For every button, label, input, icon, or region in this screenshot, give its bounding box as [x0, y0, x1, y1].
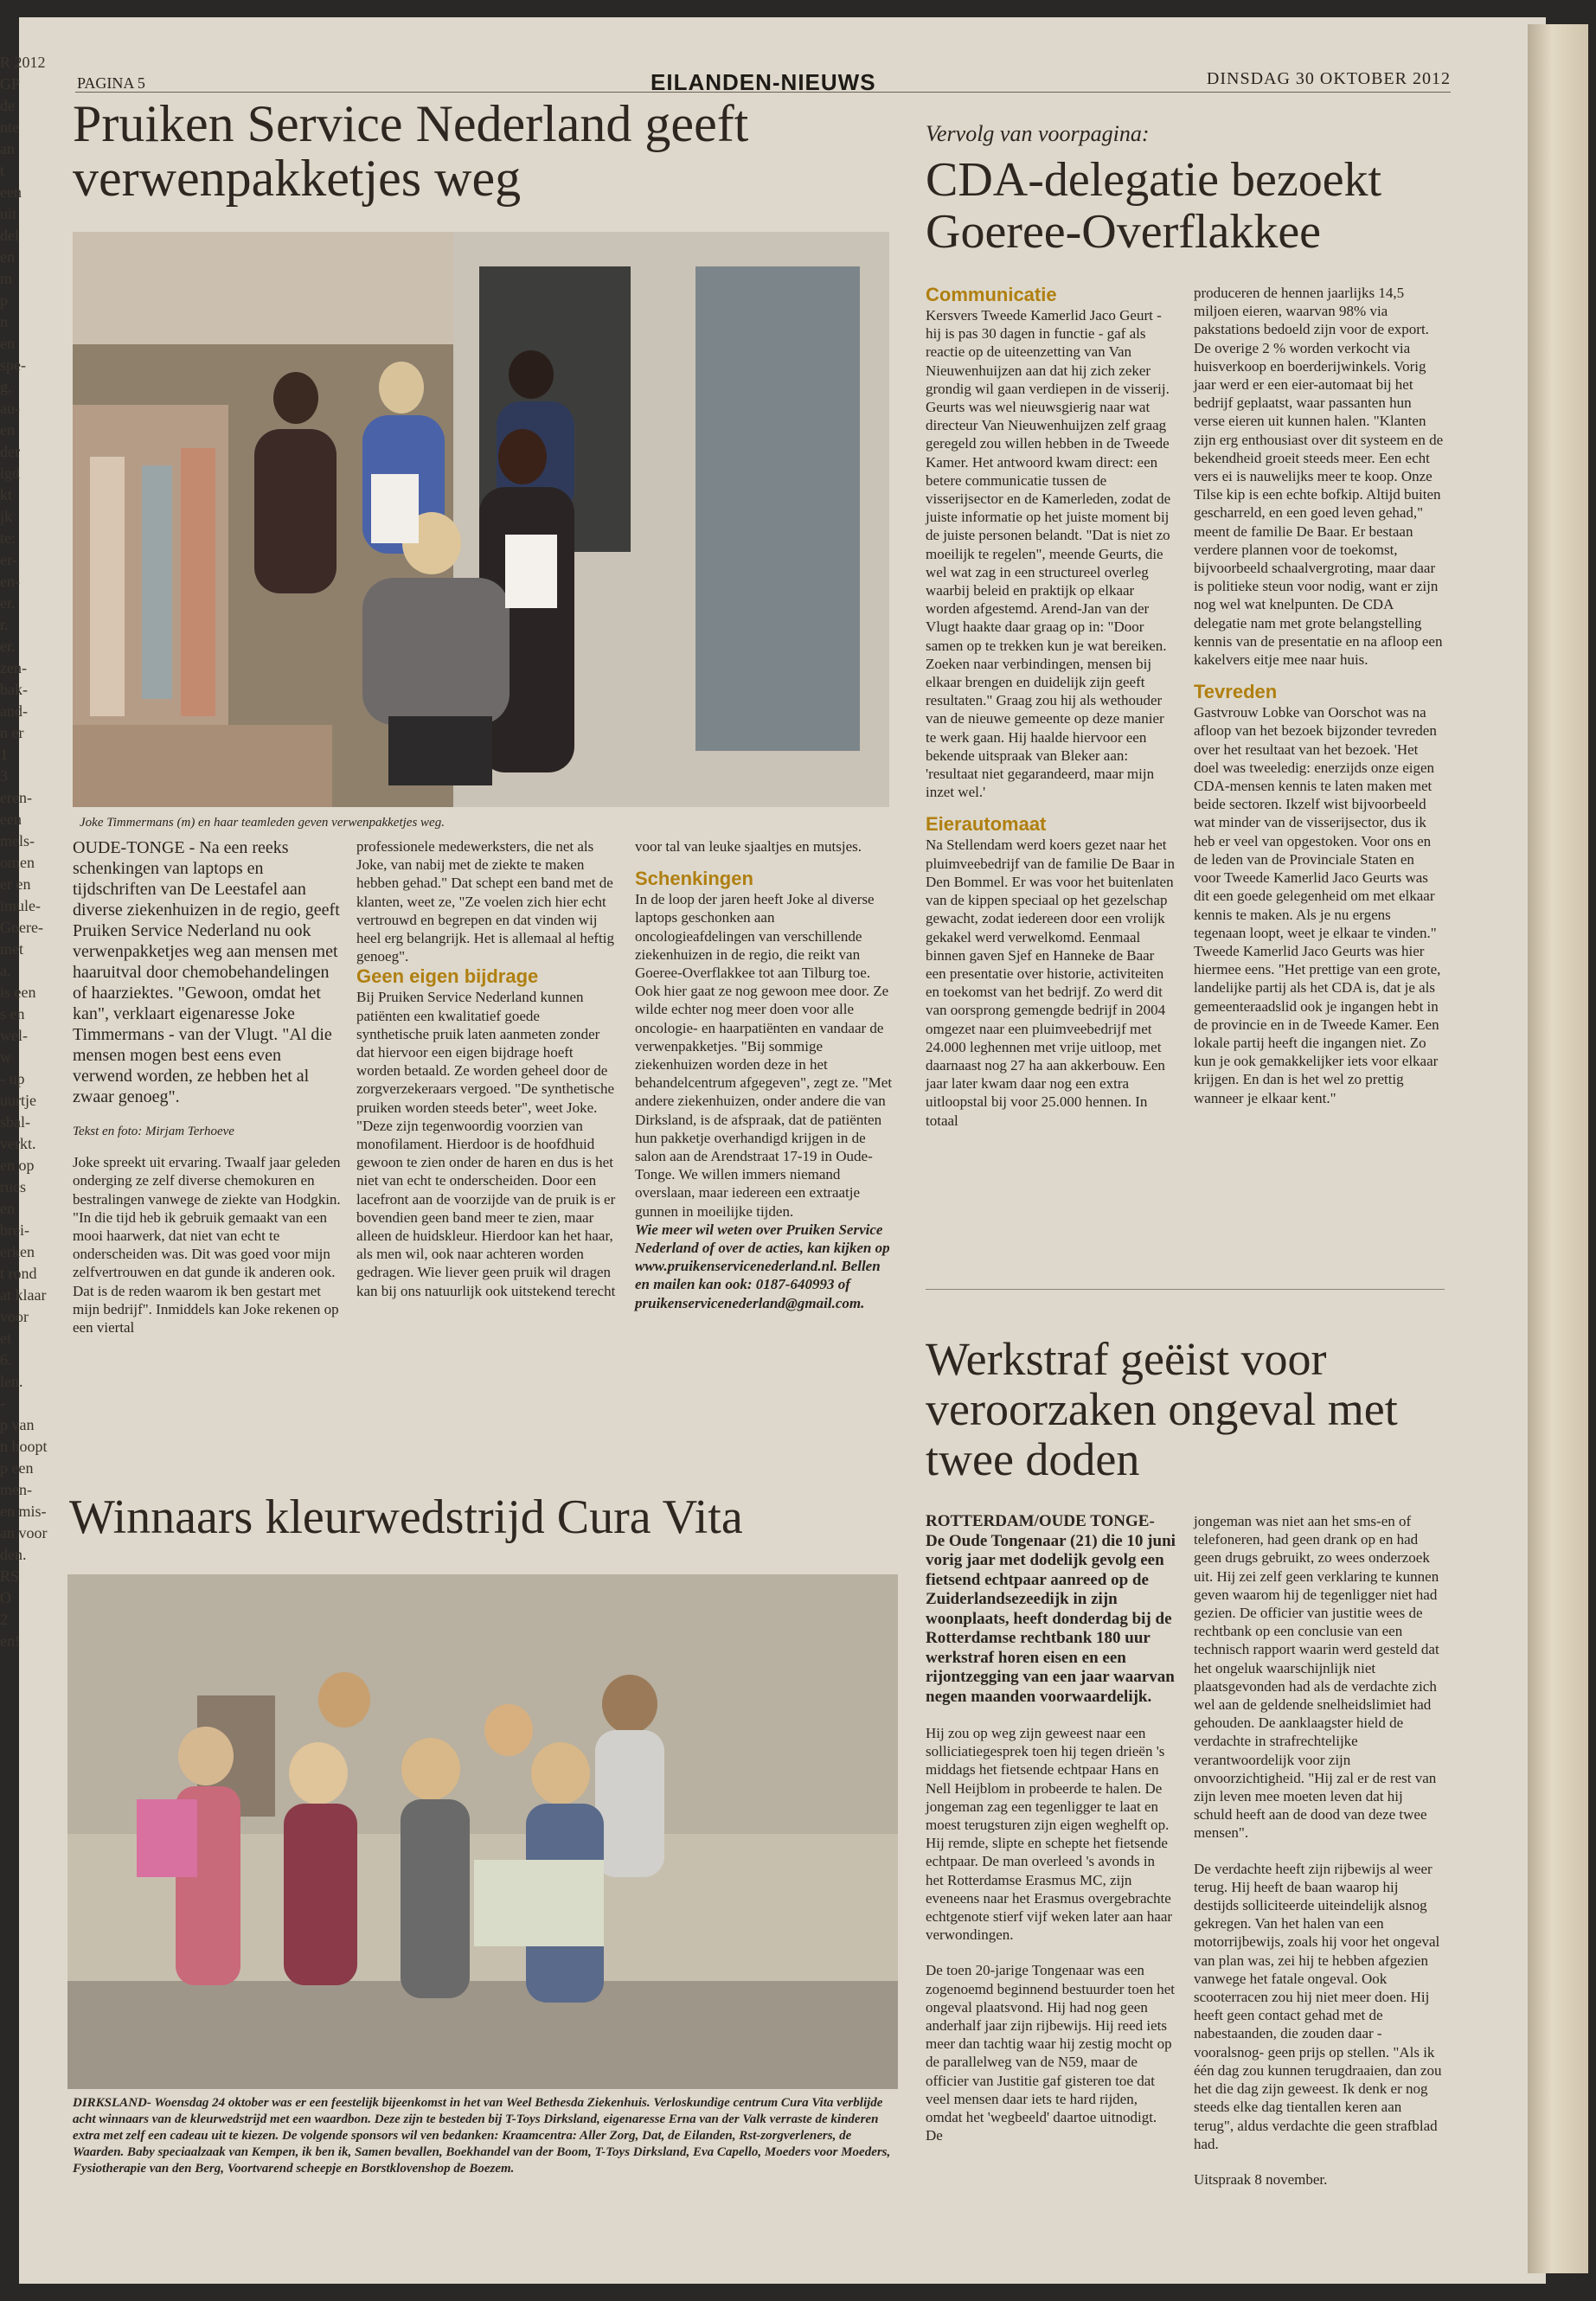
previous-page-line: GP	[0, 75, 21, 93]
previous-page-line: a.	[0, 962, 11, 979]
previous-page-line: m	[0, 270, 13, 287]
cda-kicker: Vervolg van voorpagina:	[926, 121, 1150, 146]
previous-page-line: n hoopt	[0, 1438, 48, 1455]
previous-page-line: 2	[0, 1611, 8, 1628]
previous-page-line: kt	[0, 486, 13, 503]
previous-page-line: t rond	[0, 1265, 37, 1282]
page-number: PAGINA 5	[77, 74, 145, 92]
cda-col2-text-a: produceren de hennen jaarlijks 14,5 miljoen eieren, waarvan 98% via pakstations bedoeld zijn voor de export. De overige 2 % worden verkocht via huisverkoop en boerderijwinkels. Vorig jaar werd er een eier-automaat bij het bedrijf geplaatst, waar passanten hun verse eieren uit kunnen halen. "Klanten zijn erg enthousiast over dit systeem en de bekendheid groeit steeds meer. Een echt vers ei is nauwelijks meer te koop. Onze Tilse kip is een echte bofkip. Altijd buiten gescharreld, en een goed leven gehad," meent de familie De Baar. Er bestaan verdere plannen voor de toekomst, bijvoorbeeld schaalvergroting, maar daar is politieke steun voor nodig, want er zijn nog wel wat knelpunten. De CDA delegatie nam met grote belangstelling kennis van de presentatie en na afloop een kakelvers eitje mee naar huis.	[1194, 285, 1444, 669]
previous-page-line: 3	[0, 767, 8, 785]
previous-page-line: uurtje	[0, 1092, 36, 1109]
pruiken-col3-text-b: In de loop der jaren heeft Joke al diverse laptops geschonken aan oncologieafdelingen van verschillende ziekenhuizen in de regio, die reikt van Goeree-Overflakkee tot aan Tilburg toe. Ook hier gaat ze nog gewoon mee door. Ze wilde echter nog meer doen voor alle oncologie- en haarpatiënten en vandaar de verwenpakketjes. "Bij sommige ziekenhuizen worden deze in het behandelcentrum afgegeven", zegt ze. "Met andere ziekenhuizen, onder andere die van Dirksland, is de afspraak, dat de patiënten hun pakketje overhandigd krijgen in de salon aan de Arendstraat 17-19 in Oude-Tonge. We willen immers niemand overslaan, maar iedereen een extraatje gunnen in moeilijke tijden.	[635, 891, 893, 1220]
previous-page-line: R 2012	[0, 54, 46, 71]
previous-page-line: de	[0, 97, 15, 114]
werkstraf-col1-text-a: Hij zou op weg zijn geweest naar een solliciatiegesprek toen hij tegen drieën 's middags het fietsende echtpaar Hans en Nell Heijblom in probeerde te halen. De jongeman zag een tegenligger te laat en moest terugsturen zijn eigen weghelft op. Hij remde, slipte en schepte het fietsende echtpaar. De man overleed 's avonds in het Rotterdamse Erasmus MC, zijn eveneens naar het Erasmus overgebrachte echtgenote stierf vijf weken later aan haar verwondingen.	[926, 1725, 1173, 1944]
cura-photo-caption: DIRKSLAND- Woensdag 24 oktober was er een feestelijk bijeenkomst in het van Weel Bethesda Ziekenhuis. Verloskundige centrum Cura Vita verblijde acht winnaars van de kleurwedstrijd met een waardbon. Deze zijn te besteden bij T-Toys Dirksland, eigenaresse Erna van der Valk verraste de kinderen extra met zelf een cadeau uit te kiezen. De volgende sponsors wil ven bedanken: Kraamcentra: Aller Zorg, Dat, de Eilanden, Rst-zorgverleners, de Waarden. Baby speciaalzaak van Kempen, ik ben ik, Samen bevallen, Boekhandel van der Boom, T-Toys Dirksland, Eva Capello, Moeders voor Moeders, Fysiotherapie van den Berg, Voortvarend scheepje en Borstklovenshop de Boezem.	[73, 2096, 891, 2176]
cda-col1-text-b: Na Stellendam werd koers gezet naar het pluimveebedrijf van de familie De Baar in Den Bommel. Er was voor het buitenlaten van de kippen speciaal op het gezelschap gewacht, zodat iedereen door een vrolijk gekakel werd verwelkomd. Eenmaal binnen gaven Sjef en Hanneke de Baar een presentatie over historie, activiteiten en toekomst van het bedrijf. Zo werd dit van oorsprong gemengde bedrijf in 2004 omgezet naar een pluimveebedrijf met 24.000 leghennen met vrije uitloop, met daarnaast nog 27 ha aan akkerbouw. Een jaar later kwam daar nog een extra uitloopstal bij voor 25.000 hennen. In totaal	[926, 836, 1175, 1129]
previous-page-line: er.	[0, 638, 16, 655]
previous-page-line: uit	[0, 205, 17, 222]
werkstraf-column-2	[1194, 1512, 1445, 2189]
pruiken-column-1	[73, 837, 341, 1336]
previous-page-line: en op	[0, 1157, 35, 1174]
previous-page-line: voor	[0, 1308, 29, 1325]
previous-page-line: verkt.	[0, 1135, 36, 1152]
cda-column-2	[1194, 284, 1445, 1107]
previous-page-line: rucs	[0, 1178, 26, 1195]
previous-page-line: and-	[0, 702, 28, 720]
previous-page-line: Goere-	[0, 919, 43, 936]
previous-page-line: 1	[0, 746, 8, 763]
werkstraf-col1-text-b: De toen 20-jarige Tongenaar was een zogenoemd beginnend bestuurder toen het ongeval plaatsvond. Hij had nog geen anderhalf jaar zijn rijbewijs. Hij reed iets meer dan tachtig waar hij zestig mocht op de parallelweg van de N59, maar de officier van Justitie gaf gisteren toe dat veel mensen daar iets te hard rijden, omdat het 'wegbeeld' daartoe uitnodigt. De	[926, 1962, 1175, 2144]
masthead-name: EILANDEN-NIEUWS	[651, 69, 876, 95]
previous-page-line: mels-	[0, 832, 35, 849]
previous-page-line: p een	[0, 1459, 34, 1477]
previous-page-line: te:	[0, 529, 16, 547]
previous-page-line: s en	[0, 1005, 25, 1022]
page-header	[75, 59, 1451, 93]
previous-page-line: p	[0, 292, 8, 309]
cda-headline: CDA-delegatie bezoekt Goeree-Overflakkee	[926, 153, 1382, 259]
previous-page-line: an voor	[0, 1524, 48, 1541]
pruiken-credit: Tekst en foto: Mirjam Terhoeve	[73, 1125, 234, 1138]
previous-page-line: en	[0, 248, 15, 266]
pruiken-contact-info: Wie meer wil weten over Pruiken Service Nederland of over de acties, kan kijken op www.pruikenservicenederland.nl. Bellen en mailen kan ook: 0187-640993 of pruikenservicenederland@gmail.com.	[635, 1221, 890, 1311]
previous-page-line: en	[0, 335, 15, 352]
previous-page-line: - up	[0, 1070, 25, 1087]
previous-page-line: r.	[0, 616, 9, 633]
page-edge-stack	[1528, 24, 1588, 2273]
previous-page-line: n er	[0, 724, 24, 741]
previous-page-line: bak-	[0, 681, 28, 698]
previous-page-line: met	[0, 940, 23, 958]
previous-page-line: is een	[0, 984, 36, 1001]
previous-page-line: spe-	[0, 356, 26, 374]
previous-page-line: zen-	[0, 659, 27, 676]
werkstraf-col2-text-a: jongeman was niet aan het sms-en of telefoneren, had geen drank op en had geen drugs gebruikt, zo wees onderzoek uit. Hij zei zelf geen verklaring te kunnen geven waarom hij de tegenligger niet had gezien. De officier van justitie wees de rechtbank op een conclusie van een technisch rapport waarin werd gesteld dat het ongeluk waarschijnlijk niet plaatsgevonden had als de verdachte zich wel aan de geldende snelheidslimiet had gehouden. De aanklaagster hield de verdachte in strafrechtelijke verantwoordelijk voor zijn onvoorzichtigheid. "Hij zal er de rest van zijn leven mee moeten leven dat hij schuld heeft aan de dood van deze twee mensen".	[1194, 1513, 1439, 1842]
previous-page-line: g,	[0, 378, 12, 395]
previous-page-line: RS	[0, 1567, 20, 1585]
previous-page-line: len.	[0, 1373, 23, 1390]
previous-page-line: eren-	[0, 789, 32, 806]
previous-page-line: men-	[0, 1481, 32, 1498]
subhead-eierautomaat: Eierautomaat	[926, 813, 1047, 836]
pruiken-col3-text-a: voor tal van leuke sjaaltjes en mutsjes.	[635, 838, 862, 855]
previous-page-line: del	[0, 227, 19, 244]
previous-page-line: er.	[0, 594, 16, 612]
previous-page-line: igd	[0, 465, 21, 482]
pruiken-column-2	[356, 837, 616, 1300]
subhead-tevreden: Tevreden	[1194, 681, 1278, 703]
pruiken-column-3	[635, 837, 894, 1312]
previous-page-line: wel-	[0, 1027, 28, 1044]
pruiken-col2-text-a: professionele medewerksters, die net als Joke, van nabij met de ziekte te maken hebben gehad." Dat schept een band met de klanten, weet ze, "Ze voelen zich hier echt vertrouwd en begrepen en dat vinden wij heel erg belangrijk. Het is allemaal al heftig genoeg".	[356, 838, 615, 965]
previous-page-line: sbal-	[0, 1113, 30, 1131]
werkstraf-verdict-date: Uitspraak 8 november.	[1194, 2170, 1328, 2188]
previous-page-line: au-	[0, 400, 20, 417]
previous-page-line: 6.	[0, 1351, 12, 1368]
previous-page-line: er en	[0, 875, 31, 893]
previous-page-line: en mis-	[0, 1503, 47, 1520]
previous-page-line: et	[0, 1330, 11, 1347]
cda-col2-text-b: Gastvrouw Lobke van Oorschot was na afloop van het bezoek bijzonder tevreden over het resultaat van het bezoek. 'Het doel was tweeledig: enerzijds onze eigen CDA-mensen kennis te laten maken met beide sectoren. Ikzelf wist bijvoorbeeld wat minder van de visserijsector, dus ik heb er veel van opgestoken. Voor ons en de leden van de Provinciale Staten en voor Tweede Kamerlid Jaco Geurts was dit een goede gelegenheid om met elkaar kennis te maken. Als je nu ergens tegenaan loopt, weet je elkaar te vinden." Tweede Kamerlid Jaco Geurts was hier hiermee eens. "Het prettige van een grote, landelijke partij als het CDA is, dat je als gemeenteraadslid ook je ingangen hebt in de provincie en in de Tweede Kamer. Een lokale partij heeft die ingangen niet. Zo kun je ook gemakkelijker iets voor elkaar krijgen. En dan is het wel zo prettig wanneer je elkaar kent."	[1194, 704, 1441, 1106]
previous-page-line: p van	[0, 1416, 35, 1433]
pruiken-col2-text-b: Bij Pruiken Service Nederland kunnen patiënten een kwalitatief goede synthetische pruik laten aanmeten zonder dat hiervoor een eigen bijdrage hoeft worden betaald. Ze worden geheel door de zorgverzekeraars vergoed. "De synthetische pruiken worden steeds beter", weet Joke. "Deze zijn tegenwoordig voorzien van monofilament. Hierdoor is de hoofdhuid gewoon te zien onder de haren en dus is het niet van echt te onderscheiden. Door een lacefront aan de voorzijde van de pruik is er bovendien geen band meer te zien, maar alleen de huidskleur. Hierdoor kan het haar, als men wil, ook naar achteren worden gedragen. Wie liever geen pruik wil dragen kan bij ons natuurlijk ook uitstekend terecht	[356, 989, 616, 1299]
werkstraf-lead: ROTTERDAM/OUDE TONGE- De Oude Tongenaar (21) die 10 juni vorig jaar met dodelijk gevolg een fietsend echtpaar aanreed op de Zuiderlandsezeedijk in zijn woonplaats, heeft donderdag bij de Rotterdamse rechtbank 180 uur werkstraf horen eisen en een rijontzegging van een jaar waarvan negen maanden voorwaardelijk.	[926, 1512, 1176, 1706]
cura-photo	[67, 1574, 898, 2089]
previous-page-strip	[0, 52, 48, 2284]
previous-page-line: der	[0, 443, 20, 460]
pruiken-lead: OUDE-TONGE - Na een reeks schenkingen van laptops en tijdschriften van De Leestafel aan diverse ziekenhuizen in de regio, geeft Pruiken Service Nederland nu ook verwenpakketjes weg aan mensen met haaruitval door chemobehandelingen of haarziektes. "Gewoon, omdat het kan", verklaart eigenaresse Joke Timmermans - van der Vlugt. "Al die mensen mogen best eens even verwend worden, ze hebben het al zwaar genoeg".	[73, 838, 340, 1106]
subhead-schenkingen: Schenkingen	[635, 868, 753, 890]
subhead-communicatie: Communicatie	[926, 284, 1057, 305]
previous-page-line: O	[0, 1589, 11, 1606]
children-winners-photo-image	[67, 1574, 898, 2089]
previous-page-line: brei-	[0, 1221, 29, 1239]
pruiken-photo	[73, 232, 889, 807]
section-divider	[926, 1289, 1445, 1290]
werkstraf-headline: Werkstraf geëist voor veroorzaken ongeval met twee doden	[926, 1333, 1398, 1485]
previous-page-line: nte	[0, 119, 19, 136]
previous-page-line: en!	[0, 1632, 20, 1650]
cda-column-1	[926, 284, 1176, 1130]
salon-team-photo-image	[73, 232, 889, 807]
pruiken-photo-caption: Joke Timmermans (m) en haar teamleden geven verwenpakketjes weg.	[80, 816, 445, 830]
previous-page-line: jk	[0, 508, 13, 525]
previous-page-line: t	[0, 162, 5, 179]
previous-page-line: at klaar	[0, 1286, 47, 1304]
pruiken-col1-body: Joke spreekt uit ervaring. Twaalf jaar geleden onderging ze zelf diverse chemokuren en bestralingen vanwege de ziekte van Hodgkin. "In die tijd heb ik gebruik gemaakt van een mooi haarwerk, dat niet van echt te onderscheiden was. Dit was goed voor mijn zelfvertrouwen en dat gunde ik anderen ook. Dat is de reden waarom ik ben gestart met mijn bedrijf". Inmiddels kan Joke rekenen op een viertal	[73, 1154, 341, 1336]
previous-page-line: en-	[0, 573, 20, 590]
previous-page-line: n	[0, 313, 8, 330]
previous-page-line: en	[0, 421, 15, 439]
previous-page-line: den.	[0, 1546, 27, 1563]
previous-page-line: imule-	[0, 897, 41, 914]
cura-headline: Winnaars kleurwedstrijd Cura Vita	[69, 1490, 743, 1544]
cda-col1-text-a: Kersvers Tweede Kamerlid Jaco Geurt - hij is pas 30 dagen in functie - gaf als reactie op de uiteenzetting van Van Nieuwenhuijzen aan dat hij zich zeker grondig wil gaan verdiepen in de visserij. Geurts was wel nieuwsgierig naar wat directeur Van Nieuwenhuijzen zelf graag geregeld zou willen hebben in de Tweede Kamer. Het antwoord kwam direct: een betere communicatie tussen de visserijsector en de Kamerleden, zodat de juiste informatie op het juiste moment bij de juiste personen belandt. "Dat is niet zo moeilijk te regelen", meende Geurts, die wel wat zag in een structureel overleg waarbij beleid en praktijk op elkaar worden afgestemd. Arend-Jan van der Vlugt haakte daar graag op in: "Door samen op te trekken kun je wat bereiken. Zoeken naar verbindingen, mensen bij elkaar brengen en duidelijk zijn geeft resultaten." Graag zou hij als wethouder van de nieuwe gemeente op deze manier te werk gaan. Hij haalde hiervoor een bekende uitspraak van Bleker aan: 'resultaat niet gegarandeerd, maar mijn inzet wel.'	[926, 307, 1171, 801]
previous-page-line: omen	[0, 854, 35, 871]
subhead-geen-eigen-bijdrage: Geen eigen bijdrage	[356, 965, 539, 988]
previous-page-line: en	[0, 1200, 15, 1217]
previous-page-line: een	[0, 811, 22, 828]
page-5	[54, 17, 1524, 2284]
previous-page-line: w	[0, 1048, 11, 1066]
previous-page-line: er-	[0, 551, 17, 568]
previous-page-line: een	[0, 183, 22, 201]
previous-page-line: erken	[0, 1243, 35, 1260]
previous-page-line: an	[0, 140, 15, 157]
previous-page-line: -	[0, 1394, 5, 1412]
werkstraf-col2-text-b: De verdachte heeft zijn rijbewijs al weer terug. Hij heeft de baan waarop hij destijds solliciteerde uiteindelijk alsnog gekregen. Van het halen van een motorrijbewijs, zoals hij voor het ongeval van plan was, zei hij te hebben afgezien vanwege het fatale ongeval. Ook scooterracen zou hij niet meer doen. Hij heeft geen contact gehad met de nabestaanden, die zouden daar -vooralsnog- geen prijs op stellen. "Als ik één dag zou kunnen terugdraaien, dan zou het die dag zijn geweest. Ik denk er nog steeds elke dag tientallen keren aan terug", aldus verdachte die geen strafblad had.	[1194, 1860, 1442, 2152]
werkstraf-column-1	[926, 1512, 1176, 2144]
issue-date: DINSDAG 30 OKTOBER 2012	[1206, 69, 1451, 88]
pruiken-headline: Pruiken Service Nederland geeft verwenpakketjes weg	[73, 95, 749, 207]
